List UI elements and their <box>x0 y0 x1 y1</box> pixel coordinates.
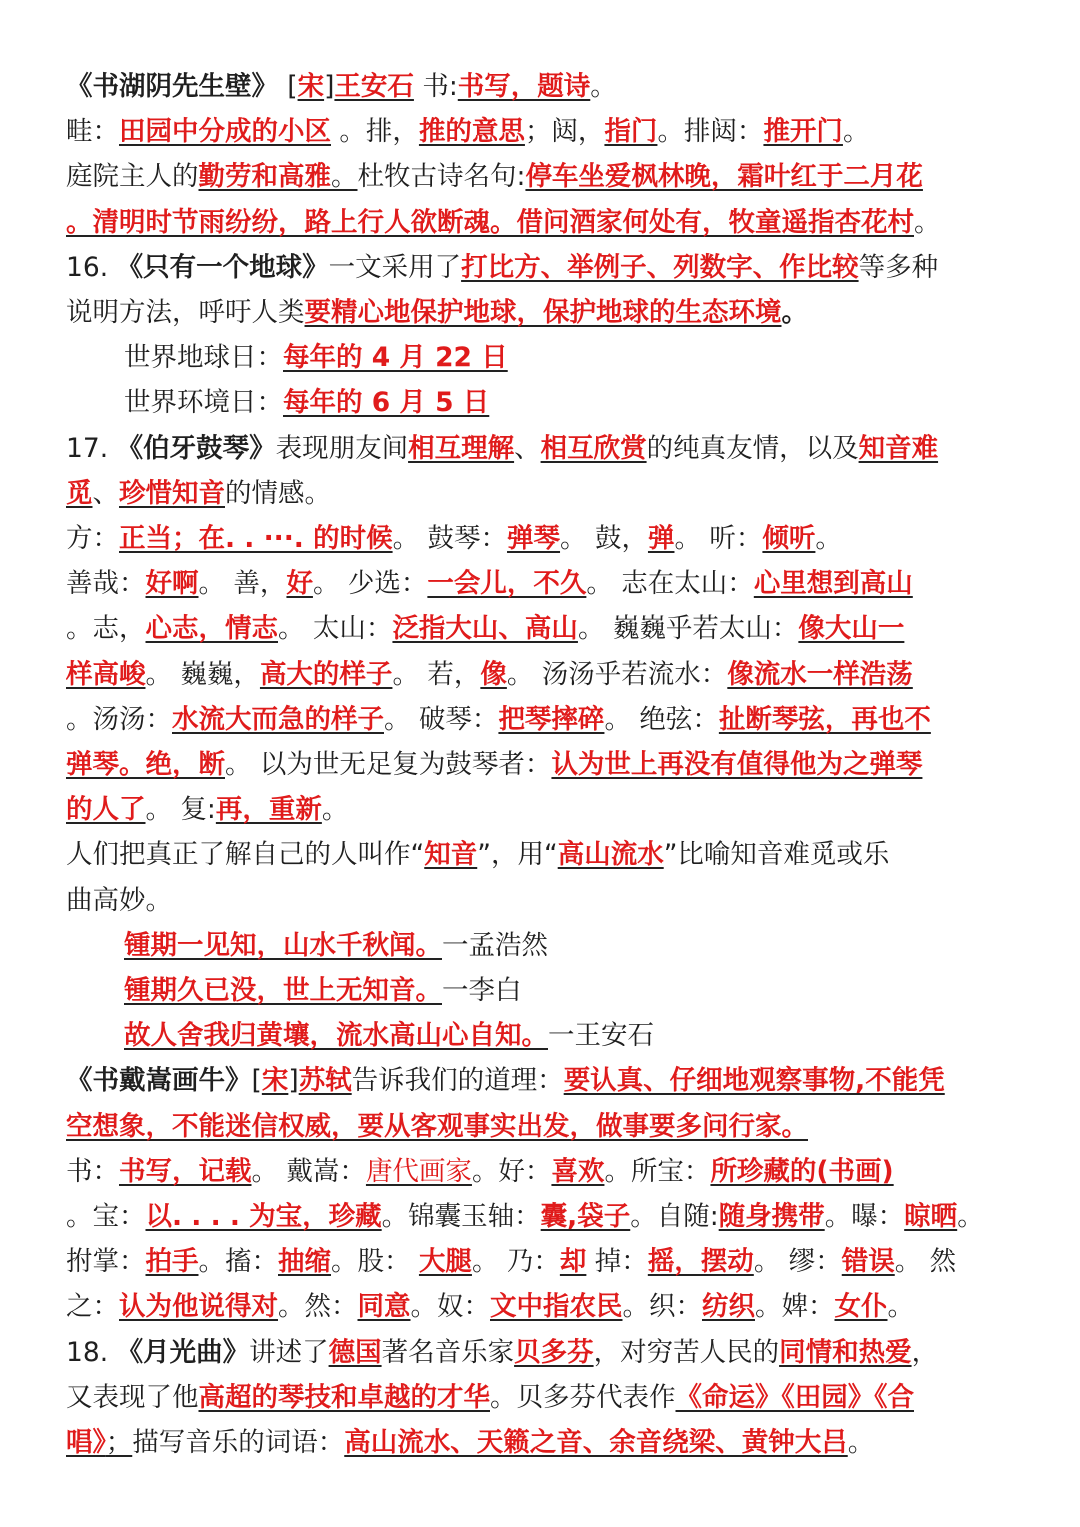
text-line <box>66 471 1020 516</box>
answer-text: 像流水一样浩荡 <box>727 658 913 690</box>
prompt-text: 。奴： <box>410 1291 490 1323</box>
prompt-text: 等多种 <box>858 251 939 283</box>
text-line <box>66 652 1020 697</box>
answer-text: 像大山一 <box>798 613 905 645</box>
prompt-text: 。然： <box>278 1291 358 1323</box>
prompt-text: 。 乃： <box>471 1246 560 1278</box>
answer-text: 宋 <box>297 71 325 102</box>
answer-text: 勤劳和高雅 <box>198 161 331 193</box>
answer-text: 像 <box>480 658 507 690</box>
prompt-text: 《只有一个地球》 <box>116 251 329 283</box>
prompt-text: 。搐： <box>198 1246 278 1278</box>
prompt-text: 。 巍巍， <box>145 658 260 690</box>
answer-text: 弹琴 <box>507 523 561 554</box>
prompt-text: 。 听： <box>674 523 763 554</box>
answer-text: 知音难 <box>858 432 939 464</box>
text-line <box>66 1104 1020 1149</box>
prompt-text: 一李白 <box>442 975 522 1006</box>
answer-text: 要精心地保护地球，保护地球的生态环境 <box>304 297 782 328</box>
answer-text: 正当；在. . ···. 的时候 <box>119 523 393 554</box>
prompt-text: 。锦囊玉轴： <box>381 1201 541 1232</box>
prompt-text: 18. <box>66 1336 117 1368</box>
prompt-text: 。汤汤： <box>66 703 172 735</box>
prompt-text: ] <box>324 71 335 102</box>
prompt-text: 17. <box>66 432 117 464</box>
answer-text: 的人了 <box>66 794 146 826</box>
prompt-text: 表现朋友间 <box>275 432 409 464</box>
prompt-text: 、 <box>92 477 119 509</box>
answer-text: 知音 <box>424 839 478 871</box>
answer-text: 空想象，不能迷信权威，要从客观事实出发，做事要多问行家。 <box>66 1110 808 1142</box>
text-line <box>66 109 1020 154</box>
prompt-text: 著名音乐家 <box>381 1336 515 1368</box>
prompt-text: 。 戴嵩： <box>251 1155 366 1187</box>
text-line <box>66 290 1020 335</box>
prompt-text: 。所宝： <box>604 1155 711 1187</box>
answer-text: 贝多芬 <box>514 1336 594 1368</box>
prompt-text: 《月光曲》 <box>116 1336 250 1368</box>
text-line <box>66 697 1020 742</box>
prompt-text: 《书戴嵩画牛》 <box>66 1065 252 1097</box>
answer-text: 书写，题诗 <box>457 71 591 102</box>
answer-text: 田园中分成的小区 <box>119 116 331 148</box>
prompt-text: 《伯牙鼓琴》 <box>116 432 276 464</box>
text-line <box>124 335 1020 380</box>
prompt-text: 。 复: <box>145 794 216 826</box>
text-line <box>124 923 1020 968</box>
answer-text: 锺期一见知，山水千秋闻。 <box>124 929 442 961</box>
answer-text: 摇，摆动 <box>647 1246 754 1278</box>
prompt-text: 拊掌： <box>66 1246 146 1278</box>
prompt-text: 。 以为世无足复为鼓琴者： <box>225 749 552 780</box>
text-line <box>66 154 1020 199</box>
text-line <box>124 1013 1020 1058</box>
answer-text: 错误 <box>841 1246 895 1278</box>
prompt-text: 。曝： <box>824 1201 905 1232</box>
prompt-text: 。 巍巍乎若太山： <box>577 613 799 645</box>
prompt-text: 掉： <box>586 1246 648 1278</box>
answer-text: 扯断琴弦，再也不 <box>718 703 931 735</box>
answer-text: 相互理解 <box>408 432 515 464</box>
text-line <box>66 1058 1020 1103</box>
answer-text: 随身携带 <box>718 1201 825 1232</box>
prompt-text: 。好： <box>471 1155 552 1187</box>
answer-text: 喜欢 <box>551 1155 605 1187</box>
answer-text: 王安石 <box>334 71 414 102</box>
answer-text: 《命运》《田园》《合 <box>675 1381 914 1413</box>
prompt-text: 。股： <box>331 1246 419 1278</box>
prompt-text: 方： <box>66 523 119 554</box>
answer-text: 好 <box>286 568 313 600</box>
text-line <box>66 1149 1020 1194</box>
text-line <box>66 1375 1020 1420</box>
prompt-text: 16. <box>66 251 117 283</box>
answer-text: 苏轼 <box>298 1065 352 1097</box>
text-line <box>66 516 1020 561</box>
answer-text: 泛指大山、高山 <box>392 613 578 645</box>
answer-text: 抽缩 <box>278 1246 331 1278</box>
prompt-text: 世界环境日： <box>124 387 283 419</box>
prompt-text: 庭院主人的 <box>66 161 199 193</box>
prompt-text: 一文采用了 <box>328 251 462 283</box>
answer-text: 停车坐爱枫林晚，霜叶红于二月花 <box>525 161 923 193</box>
prompt-text: 的情感。 <box>225 477 331 509</box>
prompt-text: 。 <box>815 523 842 554</box>
prompt-text: 。婢： <box>755 1291 835 1323</box>
answer-text: 拍手 <box>145 1246 199 1278</box>
answer-text: 推开门 <box>763 116 843 148</box>
prompt-text: 曲高妙。 <box>66 884 172 916</box>
answer-text: 德国 <box>328 1336 382 1368</box>
answer-text: 高山流水 <box>557 839 664 871</box>
answer-text: 相互欣赏 <box>540 432 647 464</box>
prompt-text: 。 <box>957 1201 984 1232</box>
answer-text: 所珍藏的(书画) <box>710 1155 894 1187</box>
answer-text: 大腿 <box>418 1246 472 1278</box>
prompt-text: 《书湖阴先生壁》 <box>66 71 288 102</box>
prompt-text: 。 鼓， <box>560 523 648 554</box>
answer-text: 书写，记载 <box>119 1155 252 1187</box>
prompt-text: 讲述了 <box>249 1336 329 1368</box>
prompt-text: ；闼， <box>524 116 605 148</box>
answer-text: 一会儿，不久 <box>427 568 587 600</box>
answer-text: 囊,袋子 <box>540 1201 631 1232</box>
text-line <box>124 968 1020 1013</box>
answer-text: 高超的琴技和卓越的才华 <box>198 1381 490 1413</box>
answer-text: 珍惜知音 <box>119 477 225 509</box>
answer-text: 弹 <box>647 523 675 554</box>
prompt-text: 又表现了他 <box>66 1381 199 1413</box>
prompt-text: 。 志在太山： <box>586 568 754 600</box>
answer-text: 打比方、举例子、列数字、作比较 <box>461 251 859 283</box>
answer-text: 指门 <box>604 116 658 148</box>
text-line <box>66 1330 1020 1375</box>
prompt-text: ； <box>105 1427 133 1458</box>
answer-text: 推的意思 <box>418 116 525 148</box>
answer-text: 心志，情志 <box>145 613 278 645</box>
prompt-text: 。 <box>914 206 941 238</box>
answer-text: 觅 <box>66 477 93 509</box>
text-line <box>66 742 1020 787</box>
prompt-text: 、 <box>514 432 541 464</box>
prompt-text: 。 汤汤乎若流水： <box>506 658 728 690</box>
prompt-text: ”，用“ <box>477 839 558 871</box>
prompt-text: 说明方法，呼吁人类 <box>66 297 305 328</box>
answer-text: 水流大而急的样子 <box>172 703 384 735</box>
prompt-text: 。 然 <box>894 1246 957 1278</box>
answer-text: 倾听 <box>762 523 816 554</box>
prompt-text: 一孟浩然 <box>442 929 548 961</box>
answer-text: 同情和热爱 <box>779 1336 912 1368</box>
prompt-text: 。 善， <box>198 568 287 600</box>
prompt-text: 善哉： <box>66 568 146 600</box>
answer-text: 认为他说得对 <box>119 1291 278 1323</box>
prompt-text: 描写音乐的词语： <box>132 1427 345 1458</box>
prompt-text: [ <box>251 1065 262 1097</box>
prompt-text: ， <box>911 1336 939 1368</box>
prompt-text: 一王安石 <box>548 1020 654 1052</box>
text-line <box>66 561 1020 606</box>
answer-text: 唱》 <box>66 1427 106 1458</box>
prompt-text: 书： <box>66 1155 119 1187</box>
prompt-text: 杜牧古诗名句: <box>357 161 526 193</box>
prompt-text: 。排， <box>331 116 419 148</box>
text-line <box>66 1284 1020 1329</box>
answer-text: 把琴摔碎 <box>498 703 605 735</box>
answer-text: 却 <box>559 1246 587 1278</box>
answer-text: 纺织 <box>702 1291 755 1323</box>
answer-text: 。清明时节雨纷纷，路上行人欲断魂。借问酒家何处有，牧童遥指杏花村 <box>66 206 914 238</box>
answer-text: 女仆 <box>834 1291 888 1323</box>
prompt-text: 。 <box>781 297 808 328</box>
answer-text: 高大的样子 <box>259 658 393 690</box>
answer-text: 故人舍我归黄壤，流水高山心自知。 <box>124 1020 548 1052</box>
prompt-text: 。自随: <box>630 1201 719 1232</box>
answer-text: 文中指农民 <box>490 1291 623 1323</box>
prompt-text: 。 <box>590 71 617 102</box>
prompt-text: 的纯真友情，以及 <box>646 432 859 464</box>
answer-text: 要认真、仔细地观察事物,不能凭 <box>563 1065 945 1097</box>
prompt-text: 。 <box>321 794 349 826</box>
answer-text: 认为世上再没有值得他为之弹琴 <box>551 749 923 780</box>
prompt-text: 。 太山： <box>278 613 393 645</box>
prompt-text: 。排闼： <box>657 116 764 148</box>
prompt-text: 。贝多芬代表作 <box>490 1381 676 1413</box>
prompt-text: 。 少选： <box>312 568 428 600</box>
text-line <box>66 606 1020 651</box>
text-line <box>124 380 1020 425</box>
text-line <box>66 1239 1020 1284</box>
prompt-text: ] <box>288 1065 299 1097</box>
prompt-text: ”比喻知音难觅或乐 <box>663 839 890 871</box>
prompt-text: 人们把真正了解自己的人叫作“ <box>66 839 425 871</box>
answer-text: 锺期久已没，世上无知音。 <box>124 975 442 1006</box>
answer-text: 唐代画家 <box>365 1155 472 1187</box>
answer-text: 每年的 4 月 22 日 <box>283 342 508 374</box>
prompt-text: 。 破琴： <box>384 703 499 735</box>
prompt-text: 。 <box>887 1291 914 1323</box>
answer-text: 高山流水、天籁之音、余音绕梁、黄钟大吕 <box>344 1427 848 1458</box>
answer-text: 宋 <box>261 1065 289 1097</box>
answer-text: 每年的 6 月 5 日 <box>283 387 490 419</box>
answer-text: 心里想到高山 <box>753 568 913 600</box>
prompt-text: 畦： <box>66 116 119 148</box>
answer-text: 好啊 <box>145 568 199 600</box>
text-line <box>66 1194 1020 1239</box>
prompt-text: 告诉我们的道理： <box>351 1065 564 1097</box>
prompt-text: 。宝： <box>66 1201 146 1232</box>
prompt-text: 。 若， <box>392 658 481 690</box>
text-line <box>66 878 1020 923</box>
answer-text: 以. . . . 为宝，珍藏 <box>145 1201 382 1232</box>
prompt-text: 之： <box>66 1291 119 1323</box>
prompt-text: 世界地球日： <box>124 342 283 374</box>
prompt-text: 。 <box>847 1427 875 1458</box>
answer-text: 同意 <box>357 1291 411 1323</box>
prompt-text: 。志， <box>66 613 146 645</box>
text-line <box>66 426 1020 471</box>
prompt-text: 。 缪： <box>753 1246 842 1278</box>
text-line <box>66 64 1020 109</box>
prompt-text: 书: <box>413 71 458 102</box>
text-line <box>66 245 1020 290</box>
prompt-text: [ <box>287 71 298 102</box>
prompt-text: 。 <box>331 161 358 193</box>
prompt-text: ，对穷苦人民的 <box>593 1336 780 1368</box>
text-line <box>66 787 1020 832</box>
prompt-text: 。 鼓琴： <box>392 523 508 554</box>
answer-text: 弹琴。绝，断 <box>66 749 225 780</box>
text-line <box>66 200 1020 245</box>
text-line <box>66 832 1020 877</box>
answer-text: 再，重新 <box>215 794 322 826</box>
text-line <box>66 1420 1020 1465</box>
answer-text: 晾晒 <box>904 1201 958 1232</box>
prompt-text: 。 绝弦： <box>604 703 719 735</box>
prompt-text: 。织： <box>622 1291 702 1323</box>
answer-text: 样高峻 <box>66 658 146 690</box>
prompt-text: 。 <box>842 116 870 148</box>
